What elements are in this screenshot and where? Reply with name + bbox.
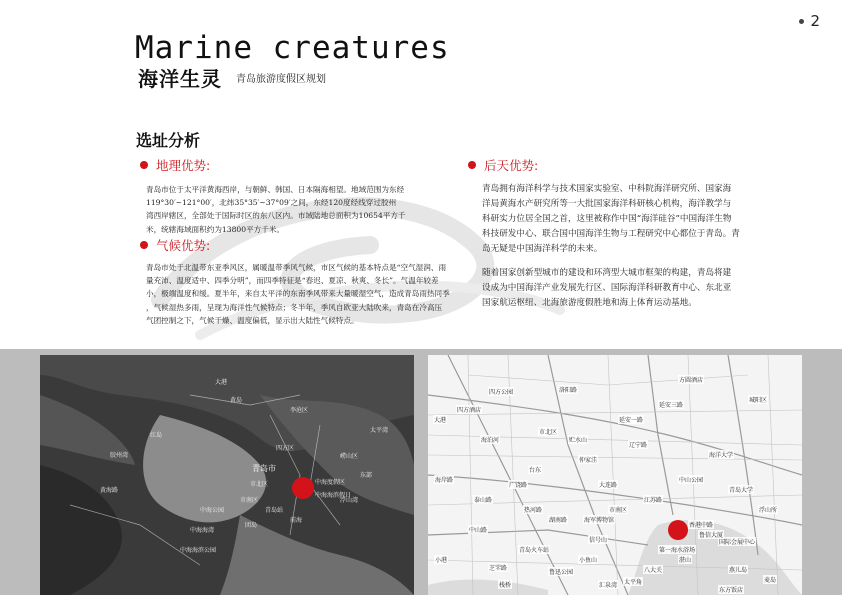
acquired-line: 科研实力位居全国之首，这里被称作中国“海洋硅谷”中国海洋生物 (482, 214, 732, 224)
map-label: 燕儿岛 (729, 567, 748, 574)
geo-heading: 地理优势: (156, 158, 211, 173)
subtitle: 青岛旅游度假区规划 (236, 74, 326, 85)
acquired-line: 设成为中国海洋产业发展先行区、国际海洋科研教育中心、东北亚 (482, 283, 732, 293)
map-label: 浮山湾 (340, 497, 359, 504)
climate-heading: 气候优势: (156, 238, 211, 253)
acquired-paragraph (482, 182, 782, 311)
geo-heading-block (140, 156, 210, 174)
map-label: 城阳区 (749, 397, 768, 404)
map-label: 市北区 (250, 481, 269, 488)
page-number-block (799, 12, 820, 30)
geo-line: 青岛市位于太平洋黄海西岸，与朝鲜、韩国、日本隔海相望。地域范围为东经 (146, 185, 405, 194)
acquired-heading-block (468, 156, 538, 174)
location-marker (668, 520, 688, 540)
geo-paragraph (146, 183, 466, 236)
map-label: 青岛站 (265, 507, 284, 514)
map-label: 洛阳路 (559, 387, 578, 394)
map-label: 东方饭店 (719, 587, 744, 594)
satellite-terrain (40, 355, 414, 595)
acquired-heading: 后天优势: (484, 158, 539, 173)
acquired-line: 岛无疑是中国海洋科学的未来。 (482, 244, 603, 254)
acquired-line: 科技研发中心、联合国中国海洋生物与工程研究中心都位于青岛。青 (482, 229, 740, 239)
climate-line: 量充沛、温度适中、四季分明”，而四季特征是“春迟、夏凉、秋爽、冬长”。气温年较差 (146, 276, 439, 286)
map-label: 黄海路 (100, 487, 119, 494)
map-label: 海军博物馆 (584, 517, 615, 524)
map-label: 热河路 (524, 507, 543, 514)
map-label: 海岸路 (435, 477, 454, 484)
location-marker (292, 477, 314, 499)
map-label: 鲁信大厦 (699, 532, 724, 539)
map-label: 第一海水浴场 (659, 547, 696, 554)
acquired-line (482, 257, 782, 266)
map-label: 泰山路 (474, 497, 493, 504)
map-label: 中海海湾 (190, 527, 215, 534)
map-label: 四方公园 (489, 389, 514, 396)
map-label: 中海海滨假日 (315, 492, 352, 499)
map-label: 中海海滨公园 (180, 547, 217, 554)
map-label: 广饶路 (509, 482, 528, 489)
page-dot-icon (799, 19, 804, 24)
climate-paragraph (146, 261, 476, 327)
map-label: 八大关 (644, 567, 663, 574)
map-label: 大港 (215, 379, 228, 386)
map-label-city: 青岛市 (252, 464, 276, 473)
climate-line: 青岛市处于北温带东亚季风区，属暖温带季风气候，市区气候的基本特点是“空气湿润、雨 (146, 263, 447, 272)
map-label: 仲家洼 (579, 457, 598, 464)
map-label: 浮山所 (759, 507, 778, 514)
map-label: 中海度假区 (315, 479, 346, 486)
red-bullet-icon (140, 241, 148, 249)
map-label: 小港 (435, 557, 448, 564)
section-heading: 选址分析 (136, 131, 201, 150)
map-label: 市南区 (609, 507, 628, 514)
map-label: 鲁迅公园 (549, 569, 574, 576)
map-label: 国际会展中心 (719, 539, 756, 546)
map-label: 崂山区 (340, 453, 359, 460)
title-chinese: 海洋生灵 (138, 67, 222, 91)
geo-line: 米，统辖海域面积约为13800平方千米。 (146, 224, 285, 234)
geo-line: 119°30′~121°00′，北纬35°35′~37°09′之间，东经120度经线穿过胶州 (146, 198, 397, 208)
map-label: 信号山 (589, 537, 608, 544)
map-label: 东部 (360, 472, 373, 479)
map-label: 大连路 (599, 482, 618, 489)
map-label: 贮水山 (569, 437, 588, 444)
red-bullet-icon (140, 161, 148, 169)
map-label: 市南区 (240, 497, 259, 504)
red-bullet-icon (468, 161, 476, 169)
map-label: 麦岛 (764, 577, 777, 584)
title-english: Marine creatures (135, 30, 450, 66)
map-label: 四方酒店 (457, 407, 482, 414)
page-number: 2 (810, 12, 820, 30)
street-map-lines (428, 355, 802, 595)
map-label: 前海 (290, 517, 303, 524)
map-label: 湛山 (679, 557, 692, 564)
climate-line: ，气候湿热多雨，呈现为海洋性气候特点；冬半年，季风自欧亚大陆吹来，青岛在冷高压 (146, 302, 443, 312)
map-label: 江苏路 (644, 497, 663, 504)
acquired-line: 随着国家创新型城市的建设和环湾型大城市框架的构建，青岛将建 (482, 268, 732, 278)
acquired-line: 国家航运枢纽、北海旅游度假胜地和海上体育运动基地。 (482, 298, 697, 308)
satellite-map[interactable] (40, 355, 414, 595)
map-label: 市北区 (539, 429, 558, 436)
map-label: 海洋大学 (709, 452, 734, 459)
map-label: 太平角 (624, 579, 643, 586)
map-label: 大港 (434, 417, 447, 424)
map-label: 中海公园 (200, 507, 225, 514)
map-label: 延安三路 (659, 402, 684, 409)
map-label: 香港中路 (689, 522, 714, 529)
acquired-line: 青岛拥有海洋科学与技术国家实验室、中科院海洋研究所、国家海 (482, 184, 732, 194)
map-label: 中山路 (469, 527, 488, 534)
map-label: 小鱼山 (579, 557, 598, 564)
map-label: 李沧区 (290, 407, 309, 414)
map-label: 红岛 (150, 432, 163, 439)
map-label: 芝罘路 (489, 565, 508, 572)
map-label: 胶州湾 (110, 452, 129, 459)
map-label: 汇泉湾 (599, 582, 618, 589)
map-label: 辽宁路 (629, 442, 648, 449)
map-label: 四方区 (276, 445, 295, 452)
map-label: 方圆酒店 (679, 377, 704, 384)
map-label: 台东 (529, 467, 542, 474)
geo-line: 湾西岸辖区，全部处于国际时区的东八区内。市域陆地总面积为10654平方千 (146, 211, 406, 221)
acquired-line: 洋局黄海水产研究所等一大批国家海洋科研核心机构，海洋教学与 (482, 199, 732, 209)
map-label: 栈桥 (499, 582, 512, 589)
climate-heading-block (140, 236, 210, 254)
map-label: 黄岛 (230, 397, 243, 404)
map-label: 青岛火车站 (519, 547, 550, 554)
map-label: 太平湾 (370, 427, 389, 434)
map-label: 延安一路 (619, 417, 644, 424)
map-label: 团岛 (245, 522, 258, 529)
street-map[interactable] (428, 355, 802, 595)
climate-line: 气团控制之下，气候干燥、温度偏低，显示出大陆性气候特点。 (146, 315, 359, 325)
map-label: 青岛大学 (729, 487, 754, 494)
map-label: 海泊河 (481, 437, 500, 444)
map-label: 湖南路 (549, 517, 568, 524)
map-label: 中山公园 (679, 477, 704, 484)
climate-line: 小，极端温度和缓。夏半年，来自太平洋的东南季风带来大量暖湿空气，造成青岛雨热同季 (146, 289, 450, 299)
